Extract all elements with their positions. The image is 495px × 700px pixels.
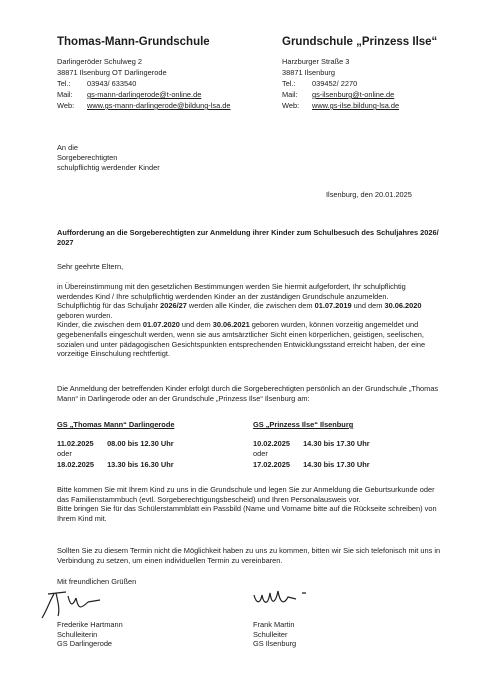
school-right-tel bbox=[282, 78, 399, 89]
recipient-line: Sorgeberechtigten bbox=[57, 153, 118, 162]
school-right-city: 38871 Ilsenburg bbox=[282, 68, 336, 77]
date-to: 30.06.2020 bbox=[384, 301, 422, 311]
paragraph-contact: Sollten Sie zu diesem Termin nicht die Möglichkeit haben zu uns zu kommen, bitten wir Sie sich telefonisch mit uns in Verbindung zu setzen, um einen individuellen Termin zu vereinbaren. bbox=[57, 546, 441, 565]
paragraph-text: Kinder, die zwischen dem bbox=[57, 320, 143, 330]
school-year: 2026/27 bbox=[160, 301, 187, 311]
paragraph-documents bbox=[57, 485, 443, 523]
appointment-or: oder bbox=[253, 449, 268, 458]
appointments-right-title: GS „Prinzess Ilse“ Ilsenburg bbox=[253, 420, 354, 429]
paragraph-text: werden alle Kinder, die zwischen dem bbox=[186, 301, 315, 311]
appointment-or: oder bbox=[57, 449, 72, 458]
school-right-web bbox=[282, 100, 399, 111]
signer-school: GS Ilsenburg bbox=[253, 639, 297, 649]
tel-label: Tel.: bbox=[282, 79, 296, 88]
paragraph-text: geboren wurden, können vorzeitig angemeldet und gegebenenfalls eingeschult werden, wenn sie aus amtsärztlicher Sicht einen körperlichen, geistigen, seelischen, sozialen und unter pädagogischen Gesichtspunkten entsprechenden Entwicklungsstand erreicht haben, der eine vorzeitige Einschulung rechtfertigt. bbox=[57, 320, 426, 359]
web-label: Web: bbox=[282, 101, 300, 110]
school-left-web bbox=[57, 100, 230, 111]
signer-name: Frederike Hartmann bbox=[57, 620, 123, 629]
web-label: Web: bbox=[57, 101, 75, 110]
paragraph-text: geboren wurden. bbox=[57, 310, 113, 320]
school-left-contact bbox=[57, 56, 230, 111]
signer-left bbox=[57, 620, 123, 649]
tel-value: 039452/ 2270 bbox=[312, 79, 358, 88]
web-link[interactable]: www.gs-ilse.bildung-lsa.de bbox=[312, 101, 400, 110]
signer-role: Schulleiter bbox=[253, 629, 288, 639]
appointments-left-title: GS „Thomas Mann“ Darlingerode bbox=[57, 420, 175, 429]
appointment-date: 17.02.2025 bbox=[253, 459, 290, 469]
appointment-date: 11.02.2025 bbox=[57, 438, 94, 448]
subject: Aufforderung an die Sorgeberechtigten zur Anmeldung ihrer Kinder zum Schulbesuch des Schuljahres 2026/ 2027 bbox=[57, 228, 439, 247]
school-left-street: Darlingeröder Schulweg 2 bbox=[57, 57, 143, 66]
school-right-contact bbox=[282, 56, 399, 111]
recipient-block bbox=[57, 143, 160, 173]
paragraph-text: Bitte bringen Sie für das Schülerstammblatt ein Passbild (Name und Vorname bitte auf die Rückseite schreiben) von Ihrem Kind mit. bbox=[57, 504, 437, 523]
signer-school: GS Darlingerode bbox=[57, 639, 113, 649]
appointment-date: 10.02.2025 bbox=[253, 438, 290, 448]
appointments-right bbox=[253, 420, 370, 470]
appointment-time: 08.00 bis 12.30 Uhr bbox=[107, 438, 174, 448]
recipient-line: An die bbox=[57, 143, 78, 152]
closing: Mit freundlichen Grüßen bbox=[57, 577, 137, 586]
appointment-date: 18.02.2025 bbox=[57, 459, 94, 469]
signer-name: Frank Martin bbox=[253, 620, 295, 629]
appointment-time: 14.30 bis 17.30 Uhr bbox=[303, 438, 370, 448]
school-left-tel bbox=[57, 78, 230, 89]
school-right-mail bbox=[282, 89, 399, 100]
paragraph-text: Schulpflichtig für das Schuljahr bbox=[57, 301, 161, 311]
appointment-row bbox=[57, 460, 174, 471]
date-line: Ilsenburg, den 20.01.2025 bbox=[326, 190, 412, 199]
date-to: 30.06.2021 bbox=[212, 320, 250, 330]
paragraph-main bbox=[57, 282, 443, 359]
school-right-street: Harzburger Straße 3 bbox=[282, 57, 350, 66]
tel-value: 03943/ 633540 bbox=[87, 79, 137, 88]
signature-right-image bbox=[248, 583, 318, 611]
appointment-time: 13.30 bis 16.30 Uhr bbox=[107, 459, 174, 469]
web-link[interactable]: www.gs-mann-darlingerode@bildung-lsa.de bbox=[87, 101, 231, 110]
paragraph-registration: Die Anmeldung der betreffenden Kinder erfolgt durch die Sorgeberechtigten persönlich an der Grundschule „Thomas Mann“ in Darlingerode oder an der Grundschule „Prinzess Ilse“ Ilsenburg am: bbox=[57, 384, 439, 403]
school-right-name: Grundschule „Prinzess Ilse“ bbox=[282, 36, 438, 48]
appointments-left bbox=[57, 420, 174, 470]
tel-label: Tel.: bbox=[57, 79, 71, 88]
appointment-row bbox=[253, 460, 370, 471]
paragraph-text: Bitte kommen Sie mit Ihrem Kind zu uns in die Grundschule und legen Sie zur Anmeldung die Geburtsurkunde oder das Familienstammbuch (evtl. Sorgeberechtigungsbescheid) und Ihren Personalausweis vor. bbox=[57, 485, 435, 504]
signature-left-image bbox=[38, 588, 108, 620]
appointment-time: 14.30 bis 17.30 Uhr bbox=[303, 459, 370, 469]
school-left-name: Thomas-Mann-Grundschule bbox=[57, 36, 210, 48]
recipient-line: schulpflichtig werdender Kinder bbox=[57, 163, 160, 172]
mail-label: Mail: bbox=[57, 90, 73, 99]
signer-right bbox=[253, 620, 296, 649]
salutation: Sehr geehrte Eltern, bbox=[57, 262, 124, 271]
school-left-city: 38871 Ilsenburg OT Darlingerode bbox=[57, 68, 167, 77]
mail-link[interactable]: gs-mann-darlingerode@t-online.de bbox=[87, 90, 202, 99]
appointment-row bbox=[253, 439, 370, 450]
paragraph-text: und dem bbox=[351, 301, 385, 311]
appointment-row bbox=[57, 439, 174, 450]
paragraph-text: in Übereinstimmung mit den gesetzlichen Bestimmungen werden Sie hiermit aufgefordert, Ihr schulpflichtig werdendes Kind / Ihre schulpflichtig werdenden Kinder an der zuständigen Grundschule anzumelden. bbox=[57, 282, 406, 301]
signer-role: Schulleiterin bbox=[57, 629, 98, 639]
date-from: 01.07.2020 bbox=[142, 320, 180, 330]
date-from: 01.07.2019 bbox=[314, 301, 352, 311]
mail-link[interactable]: gs-ilsenburg@t-online.de bbox=[312, 90, 395, 99]
mail-label: Mail: bbox=[282, 90, 298, 99]
paragraph-text: und dem bbox=[179, 320, 213, 330]
school-left-mail bbox=[57, 89, 230, 100]
